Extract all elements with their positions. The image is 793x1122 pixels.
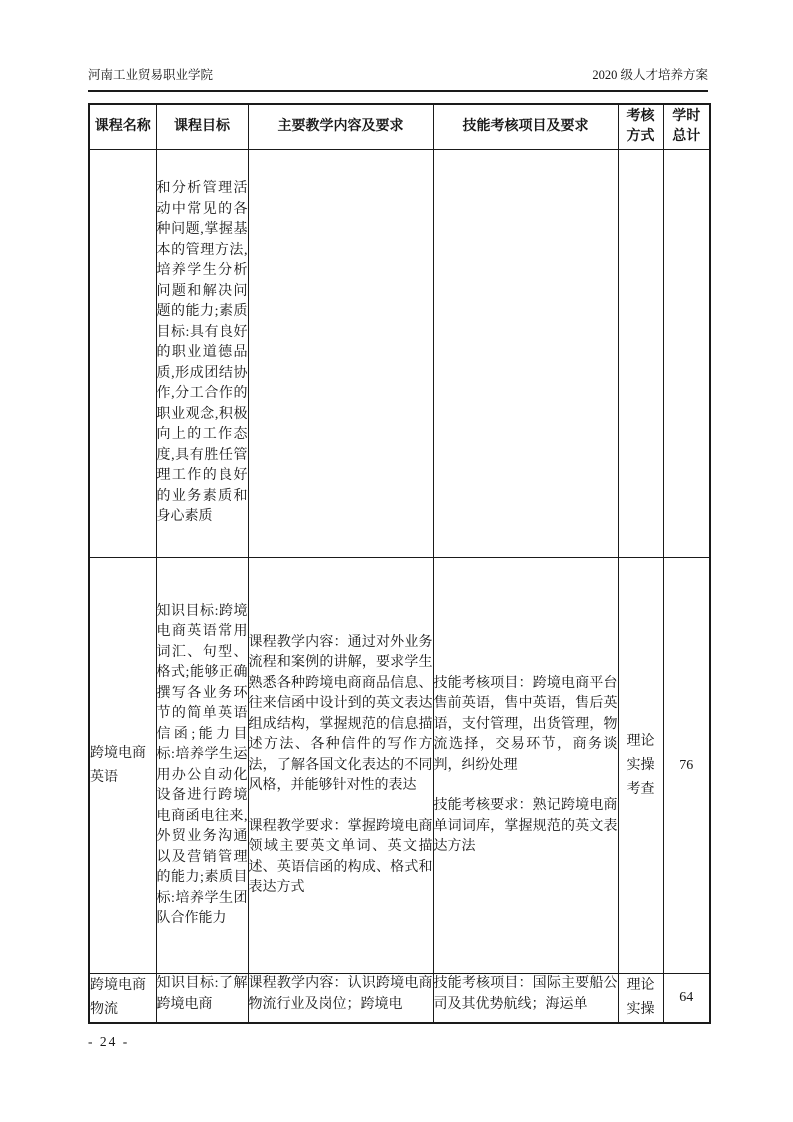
assessment-method-line: 理论 [626, 733, 655, 749]
teaching-content-cell [248, 974, 433, 1024]
table-row-continued [89, 150, 710, 558]
skill-assessment-cell [433, 558, 618, 974]
total-hours-cell [663, 150, 710, 558]
teaching-content-cell [248, 150, 433, 558]
teaching-requirements-paragraph: 课程教学要求：掌握跨境电商领域主要英文单词、英文描述、英语信函的构成、格式和表达方式 [248, 818, 433, 895]
objectives-cell [156, 150, 248, 558]
table-row-cross-border-english [89, 558, 710, 974]
assessment-method-cell [618, 974, 663, 1024]
assessment-method-cell [618, 150, 663, 558]
assessment-method-line: 实操 [626, 757, 655, 773]
course-name-cell: 跨境电商英语 [89, 558, 156, 974]
header-school-name: 河南工业贸易职业学院 [88, 68, 214, 82]
table-row-cross-border-logistics [89, 974, 710, 1024]
col-header-skill-assessment: 技能考核项目及要求 [433, 104, 618, 150]
assessment-method-line: 考查 [626, 781, 655, 797]
teaching-content-paragraph: 课程教学内容：通过对外业务流程和案例的讲解，要求学生熟悉各种跨境电商商品信息、往来信函中设计到的英文表达组成结构，掌握规范的信息描述方法、各种信件的写作方法，了解各国文化表达的不同风格，并能够针对性的表达 [248, 634, 433, 793]
curriculum-table [88, 103, 711, 1024]
teaching-content-cell [248, 558, 433, 974]
skill-items-paragraph: 技能考核项目：国际主要船公司及其优势航线；海运单 [433, 976, 618, 1012]
assessment-method-cell [618, 558, 663, 974]
assessment-method-line: 实操 [626, 1002, 655, 1017]
col-header-course-objectives: 课程目标 [156, 104, 248, 150]
skill-requirements-paragraph: 技能考核要求：熟记跨境电商单词词库，掌握规范的英文表达方法 [433, 798, 618, 854]
skill-assessment-cell [433, 974, 618, 1024]
col-header-teaching-content: 主要教学内容及要求 [248, 104, 433, 150]
skill-assessment-cell [433, 150, 618, 558]
total-hours-cell: 76 [663, 558, 710, 974]
col-header-course-name: 课程名称 [89, 104, 156, 150]
objectives-paragraph: 和分析管理活动中常见的各种问题,掌握基本的管理方法,培养学生分析问题和解决问题的能力;素质目标:具有良好的职业道德品质,形成团结协作,分工合作的职业观念,积极向上的工作态度,具有胜任管理工作的良好的业务素质和身心素质 [156, 181, 248, 525]
page-header [88, 66, 708, 84]
teaching-content-paragraph: 课程教学内容：认识跨境电商物流行业及岗位；跨境电 [248, 976, 433, 1012]
assessment-method-line: 理论 [626, 978, 655, 993]
table-header-row [89, 104, 710, 150]
objectives-cell [156, 558, 248, 974]
header-rule [88, 90, 708, 92]
objectives-paragraph: 知识目标:跨境电商英语常用词汇、句型、格式;能够正确撰写各业务环节的简单英语信函;能力目标:培养学生运用办公自动化设备进行跨境电商函电往来,外贸业务沟通以及营销管理的能力;素质目标:培养学生团队合作能力 [156, 603, 248, 926]
page-number: - 24 - [88, 1034, 130, 1049]
skill-items-paragraph: 技能考核项目：跨境电商平台售前英语，售中英语，售后英语，支付管理，出货管理，物流选择，交易环节，商务谈判，纠纷处理 [433, 675, 618, 773]
total-hours-cell: 64 [663, 974, 710, 1024]
header-plan-title: 2020 级人才培养方案 [592, 68, 708, 82]
course-name-cell: 跨境电商物流 [89, 974, 156, 1024]
objectives-paragraph: 知识目标:了解跨境电商 [156, 976, 248, 1012]
objectives-cell [156, 974, 248, 1024]
course-name-cell [89, 150, 156, 558]
col-header-total-hours: 学时总计 [663, 104, 710, 150]
col-header-assessment-method: 考核方式 [618, 104, 663, 150]
